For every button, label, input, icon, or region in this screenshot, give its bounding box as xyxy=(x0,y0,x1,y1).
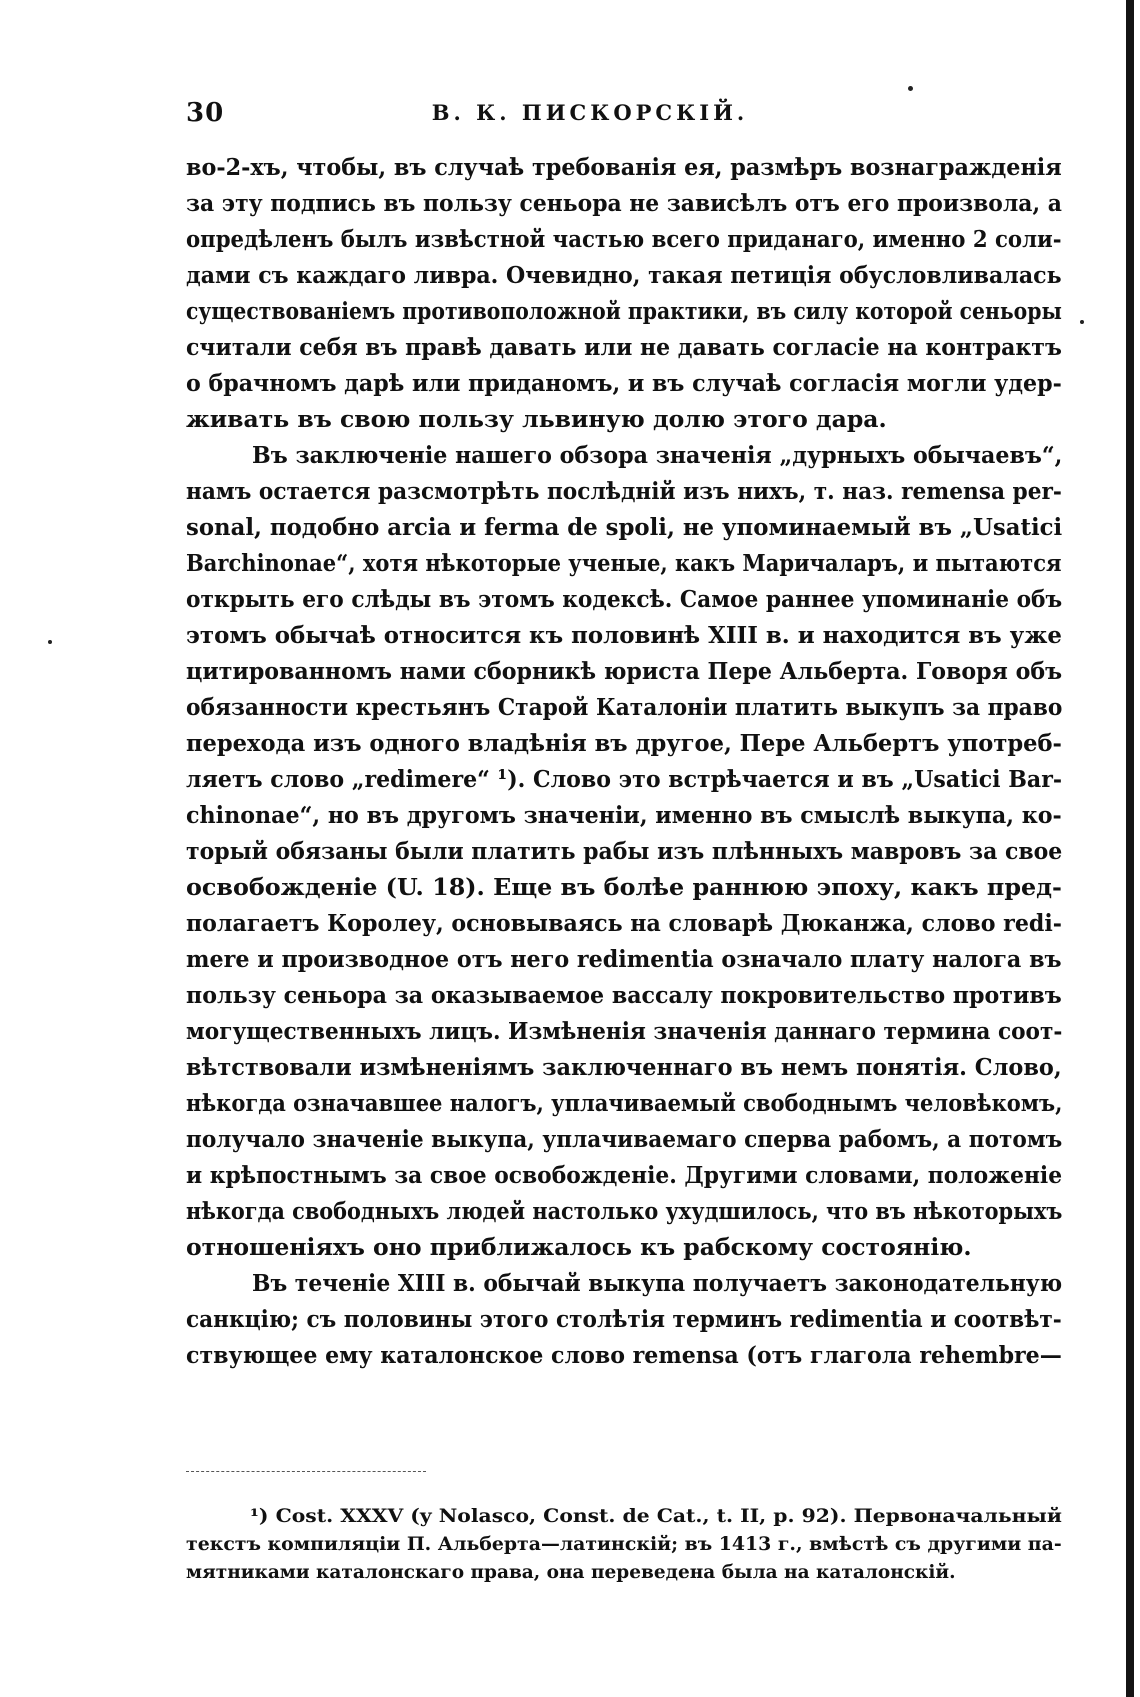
body-line: вѣтствовали измѣненіямъ заключеннаго въ немъ понятія. Слово, xyxy=(186,1053,1062,1081)
body-line: Barchinonae“, хотя нѣкоторые ученые, какъ Маричаларъ, и пытаются xyxy=(186,549,1062,577)
body-line: пользу сеньора за оказываемое вассалу покровительство противъ xyxy=(186,981,1062,1009)
body-line: о брачномъ дарѣ или приданомъ, и въ случаѣ согласія могли удер- xyxy=(186,369,1062,397)
body-line: этомъ обычаѣ относится къ половинѣ XIII в. и находится въ уже xyxy=(186,621,1062,649)
body-line: существованіемъ противоположной практики, въ силу которой сеньоры xyxy=(186,297,1062,325)
print-speck xyxy=(908,86,913,91)
binding-shadow xyxy=(1126,0,1134,1697)
body-line: перехода изъ одного владѣнія въ другое, Пере Альбертъ употреб- xyxy=(186,729,1062,757)
running-title: В. К. ПИСКОРСКІЙ. xyxy=(431,100,749,125)
body-line: ляетъ слово „redimere“ ¹). Слово это встрѣчается и въ „Usatici Bar- xyxy=(186,765,1063,793)
body-line: получало значеніе выкупа, уплачиваемаго сперва рабомъ, а потомъ xyxy=(186,1125,1063,1153)
body-line: sonal, подобно arcia и ferma de spoli, не упоминаемый въ „Usatici xyxy=(186,513,1063,541)
body-line: опредѣленъ былъ извѣстной частью всего приданаго, именно 2 соли- xyxy=(186,225,1062,253)
body-line: могущественныхъ лицъ. Измѣненія значенія даннаго термина соот- xyxy=(186,1017,1063,1045)
body-line: санкцію; съ половины этого столѣтія терминъ redimentia и соотвѣт- xyxy=(186,1305,1062,1333)
body-line: торый обязаны были платить рабы изъ плѣнныхъ мавровъ за свое xyxy=(186,837,1063,865)
body-line: цитированномъ нами сборникѣ юриста Пере Альберта. Говоря объ xyxy=(186,657,1063,685)
body-line: освобожденіе (U. 18). Еще въ болѣе раннюю эпоху, какъ пред- xyxy=(186,873,1062,901)
body-line: живать въ свою пользу львиную долю этого дара. xyxy=(186,405,887,433)
body-line: нѣкогда означавшее налогъ, уплачиваемый свободнымъ человѣкомъ, xyxy=(186,1089,1063,1117)
body-line: обязанности крестьянъ Старой Каталоніи платить выкупъ за право xyxy=(186,693,1063,721)
print-speck xyxy=(1080,320,1084,324)
footnote-line: мятниками каталонскаго права, она переведена была на каталонскій. xyxy=(186,1562,956,1583)
body-line: mere и производное отъ него redimentia означало плату налога въ xyxy=(186,945,1062,973)
body-line: ствующее ему каталонское слово remensa (отъ глагола rehembre— xyxy=(186,1341,1062,1369)
print-speck xyxy=(48,640,52,644)
page-number: 30 xyxy=(186,98,225,128)
body-line: во-2-хъ, чтобы, въ случаѣ требованія ея, размѣръ вознагражденія xyxy=(186,153,1062,181)
body-line: нѣкогда свободныхъ людей настолько ухудшилось, что въ нѣкоторыхъ xyxy=(186,1197,1063,1225)
body-line: и крѣпостнымъ за свое освобожденіе. Другими словами, положеніе xyxy=(186,1161,1063,1189)
footnote-line: ¹) Cost. XXXV (y Nolasco, Const. de Cat., t. II, p. 92). Первоначальный xyxy=(250,1506,1062,1527)
body-line: за эту подпись въ пользу сеньора не зависѣлъ отъ его произвола, а xyxy=(186,189,1062,217)
footnote-separator xyxy=(186,1471,426,1472)
footnote-line: текстъ компиляціи П. Альберта—латинскій; въ 1413 г., вмѣстѣ съ другими па- xyxy=(186,1534,1062,1555)
paragraph-start-line: Въ теченіе XIII в. обычай выкупа получаетъ законодательную xyxy=(252,1269,1063,1297)
body-line: полагаетъ Королеу, основываясь на словарѣ Дюканжа, слово redi- xyxy=(186,909,1062,937)
body-line: отношеніяхъ оно приближалось къ рабскому состоянію. xyxy=(186,1233,972,1261)
body-line: открыть его слѣды въ этомъ кодексѣ. Самое раннее упоминаніе объ xyxy=(186,585,1063,613)
body-line: дами съ каждаго ливра. Очевидно, такая петиція обусловливалась xyxy=(186,261,1062,289)
body-line: chinonae“, но въ другомъ значеніи, именно въ смыслѣ выкупа, ко- xyxy=(186,801,1062,829)
paragraph-start-line: Въ заключеніе нашего обзора значенія „дурныхъ обычаевъ“, xyxy=(252,441,1063,469)
body-line: намъ остается разсмотрѣть послѣдній изъ нихъ, т. наз. remensa per- xyxy=(186,477,1062,505)
body-line: считали себя въ правѣ давать или не давать согласіе на контрактъ xyxy=(186,333,1062,361)
